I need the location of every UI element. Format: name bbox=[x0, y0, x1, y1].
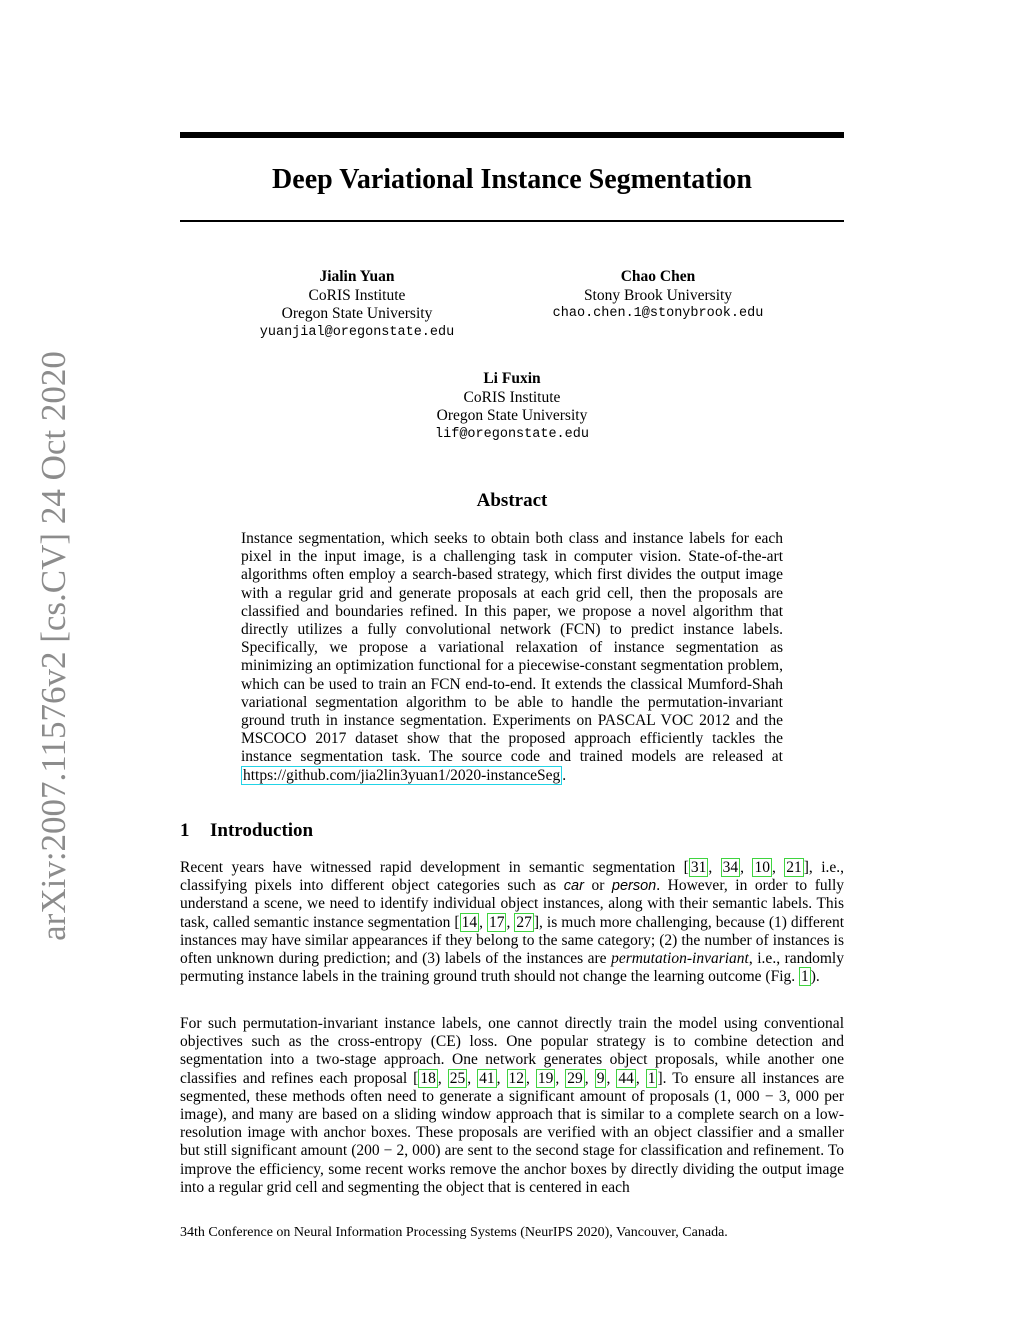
text-run: ], is much more challenging, because (1) different instances may have similar appearances if they belong to the same category; (2) the number of instances is often unknown during prediction; and (3) labels of the instances are bbox=[180, 913, 845, 968]
author-affiliation: CoRIS Institute bbox=[463, 388, 561, 406]
figure-link[interactable]: 1 bbox=[801, 968, 809, 986]
author-name: Chao Chen bbox=[620, 268, 696, 285]
arxiv-identifier: arXiv:2007.11576v2 [cs.CV] 24 Oct 2020 bbox=[34, 351, 73, 941]
author-email[interactable]: lif@oregonstate.edu bbox=[435, 426, 589, 442]
citation-link[interactable]: 9 bbox=[596, 1069, 605, 1087]
citation-link[interactable]: 25 bbox=[449, 1069, 466, 1087]
abstract-end: . bbox=[562, 766, 567, 784]
citation-link[interactable]: 18 bbox=[420, 1069, 436, 1087]
citation-link[interactable]: 19 bbox=[537, 1069, 554, 1087]
text-run: or bbox=[583, 877, 612, 895]
intro-paragraph-2: For such permutation-invariant instance labels, one cannot directly train the model using conventional objectives such as the cross-entropy (CE) loss. One popular strategy is to combine detection and segmentation into a two-stage approach. One network generates object proposals, while another one classifies and refines each proposal [ 18 , 25 , 41 , 12 , 19 , 29 , 9 , 44 , 1 ]. To ensure all instances are segmented, these methods often need to generate a significant amount of proposals (1, 000 − 3, 000 per image), and many are based on a sliding window approach that is similar to a complete search on a low-resolution image with anchor boxes. These proposals are verified with an object classifier and a smaller but still significant amount (200 − 2, 000) are sent to the second stage for classification and refinement. To improve the efficiency, some recent works remove the anchor boxes by directly dividing the output image into a regular grid cell and segmenting the object that is centered in each bbox=[180, 1015, 845, 1196]
section-heading bbox=[180, 820, 313, 842]
intro-paragraph-1: Recent years have witnessed rapid development in semantic segmentation [ 31 , 34 , 10 , 21 ], i.e., classifying pixels into different object categories such as car or person. However, in order to fully understand a scene, we need to identify individual object instances, along with their semantic labels. This task, called semantic instance segmentation [ 14 , 17 , 27 ], is much more challenging, because (1) different instances may have similar appearances if they belong to the same category; (2) the number of instances is often unknown during prediction; and (3) labels of the instances are permutation-invariant, i.e., randomly permuting instance labels in the training ground truth should not change the learning outcome (Fig. 1 ). bbox=[180, 859, 845, 986]
text-run: ). bbox=[810, 968, 820, 986]
text-run: . However, in order to fully understand a scene, we need to identify individual object instances, along with their semantic labels. This task, called semantic instance segmentation [ bbox=[180, 877, 844, 931]
text-run: ], i.e., classifying pixels into different object categories such as bbox=[180, 859, 845, 895]
code-link[interactable]: https://github.com/jia2lin3yuan1/2020-instanceSeg bbox=[243, 766, 561, 784]
author-email[interactable]: yuanjial@oregonstate.edu bbox=[259, 324, 455, 340]
section-number: 1 bbox=[180, 820, 190, 841]
citation-link[interactable]: 27 bbox=[516, 913, 532, 931]
author-affiliation: CoRIS Institute bbox=[308, 286, 406, 304]
title-top-rule bbox=[180, 132, 844, 138]
citation-link[interactable]: 29 bbox=[567, 1069, 583, 1087]
author-block-3 bbox=[387, 370, 637, 444]
citation-link[interactable]: 12 bbox=[508, 1069, 525, 1087]
author-name: Jialin Yuan bbox=[319, 268, 395, 285]
citation-link[interactable]: 21 bbox=[786, 859, 802, 876]
author-email[interactable]: chao.chen.1@stonybrook.edu bbox=[552, 306, 764, 321]
author-affiliation: Oregon State University bbox=[436, 407, 588, 424]
citation-link[interactable]: 41 bbox=[479, 1069, 495, 1087]
text-run: ]. To ensure all instances are segmented, these methods often need to generate a significant amount of proposals (1, 000 − 3, 000 per image), and many are based on a sliding window approach that is similar to a complete search on a low-resolution image with anchor boxes. These proposals are verified with an object classifier and a smaller but still significant amount (200 − 2, 000) are sent to the second stage for classification and refinement. To improve the efficiency, some recent works remove the anchor boxes by directly dividing the output image into a regular grid cell and segmenting the object that is centered in each bbox=[180, 1069, 845, 1196]
citation-link[interactable]: 10 bbox=[754, 859, 770, 876]
author-name: Li Fuxin bbox=[483, 370, 541, 387]
citation-link[interactable]: 17 bbox=[488, 913, 505, 931]
abstract-body-text: Instance segmentation, which seeks to obtain both class and instance labels for each pixel in the input image, is a challenging task in computer vision. State-of-the-art algorithms often employ a search-based strategy, which first divides the output image with a regular grid and generate proposals at each grid cell, then the proposals are classified and boundaries refined. In this paper, we propose a novel algorithm that directly utilizes a fully convolutional network (FCN) to predict instance labels. Specifically, we propose a variational relaxation of instance segmentation as minimizing an optimization functional for a piecewise-constant segmentation problem, which can be used to train an FCN end-to-end. It extends the classical Mumford-Shah variational segmentation algorithm to be able to handle the permutation-invariant ground truth in instance segmentation. Experiments on PASCAL VOC 2012 and the MSCOCO 2017 dataset show that the proposed approach efficiently tackles the instance segmentation task. The source code and trained models are released at bbox=[241, 530, 783, 766]
abstract-heading: Abstract bbox=[476, 490, 548, 511]
abstract-text bbox=[241, 530, 783, 785]
conference-footnote: 34th Conference on Neural Information Processing Systems (NeurIPS 2020), Vancouver, Canada. bbox=[180, 1225, 728, 1240]
citation-link[interactable]: 31 bbox=[690, 859, 707, 876]
author-affiliation: Oregon State University bbox=[281, 305, 433, 322]
text-run: For such permutation-invariant instance labels, one cannot directly train the model using conventional objectives such as the cross-entropy (CE) loss. One popular strategy is to combine detection and segmentation into a two-stage approach. One network generates object proposals, while another one classifies and refines each proposal [ bbox=[180, 1015, 844, 1087]
author-affiliation: Stony Brook University bbox=[583, 286, 733, 304]
citation-link[interactable]: 44 bbox=[618, 1069, 634, 1087]
paper-title: Deep Variational Instance Segmentation bbox=[272, 164, 752, 195]
author-block-1 bbox=[232, 268, 482, 342]
class-name: person bbox=[611, 878, 657, 895]
section-title: Introduction bbox=[210, 820, 314, 841]
class-name: car bbox=[563, 878, 584, 895]
citation-link[interactable]: 34 bbox=[722, 859, 739, 876]
emphasis: permutation-invariant bbox=[611, 950, 749, 968]
text-run: , i.e., randomly permuting instance labels in the training ground truth should not change the learning outcome (Fig. bbox=[180, 950, 844, 986]
citation-link[interactable]: 14 bbox=[461, 913, 478, 931]
citation-link[interactable]: 1 bbox=[647, 1069, 656, 1087]
title-bottom-rule bbox=[180, 220, 844, 222]
author-block-2 bbox=[532, 268, 784, 324]
text-run: Recent years have witnessed rapid development in semantic segmentation [ bbox=[180, 859, 689, 876]
